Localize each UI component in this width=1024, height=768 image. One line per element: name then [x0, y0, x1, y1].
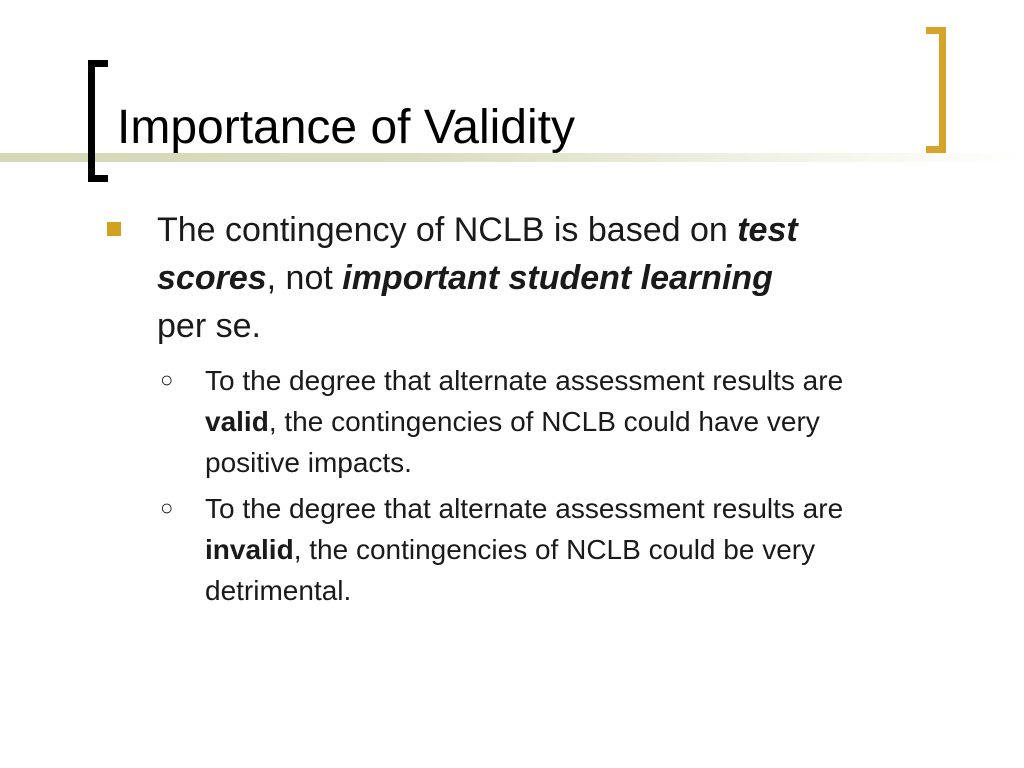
main-bullet: [105, 206, 817, 350]
circle-bullet-icon: ○: [160, 495, 174, 520]
sub-bullet-text-pre: To the degree that alternate assessment results are: [205, 493, 844, 524]
sub-bullet-text-post: , the contingencies of NCLB could have very positive impacts.: [205, 406, 820, 478]
main-bullet-emphasis-student-learning: important student learning: [342, 259, 773, 297]
sub-bullet-valid: [157, 360, 845, 483]
main-bullet-text-3: per se.: [157, 307, 261, 345]
sub-bullet-text-post: , the contingencies of NCLB could be very detrimental.: [205, 534, 816, 606]
square-bullet-icon: [107, 222, 121, 236]
main-bullet-text-1: The contingency of NCLB is based on: [157, 211, 738, 249]
right-bracket-icon: [926, 27, 946, 153]
sub-bullet-list: [157, 360, 905, 611]
sub-bullet-text-pre: To the degree that alternate assessment results are: [205, 365, 844, 396]
sub-bullet-invalid: [157, 488, 845, 611]
sub-bullet-bold-invalid: invalid: [205, 534, 294, 565]
slide-body: [105, 206, 905, 616]
circle-bullet-icon: ○: [160, 367, 174, 392]
main-bullet-emphasis-test-scores: test scores: [157, 211, 798, 297]
main-bullet-text-2: , not: [266, 259, 343, 297]
left-bracket-icon: [88, 60, 108, 182]
slide-title: Importance of Validity: [117, 101, 575, 154]
sub-bullet-bold-valid: valid: [205, 406, 269, 437]
